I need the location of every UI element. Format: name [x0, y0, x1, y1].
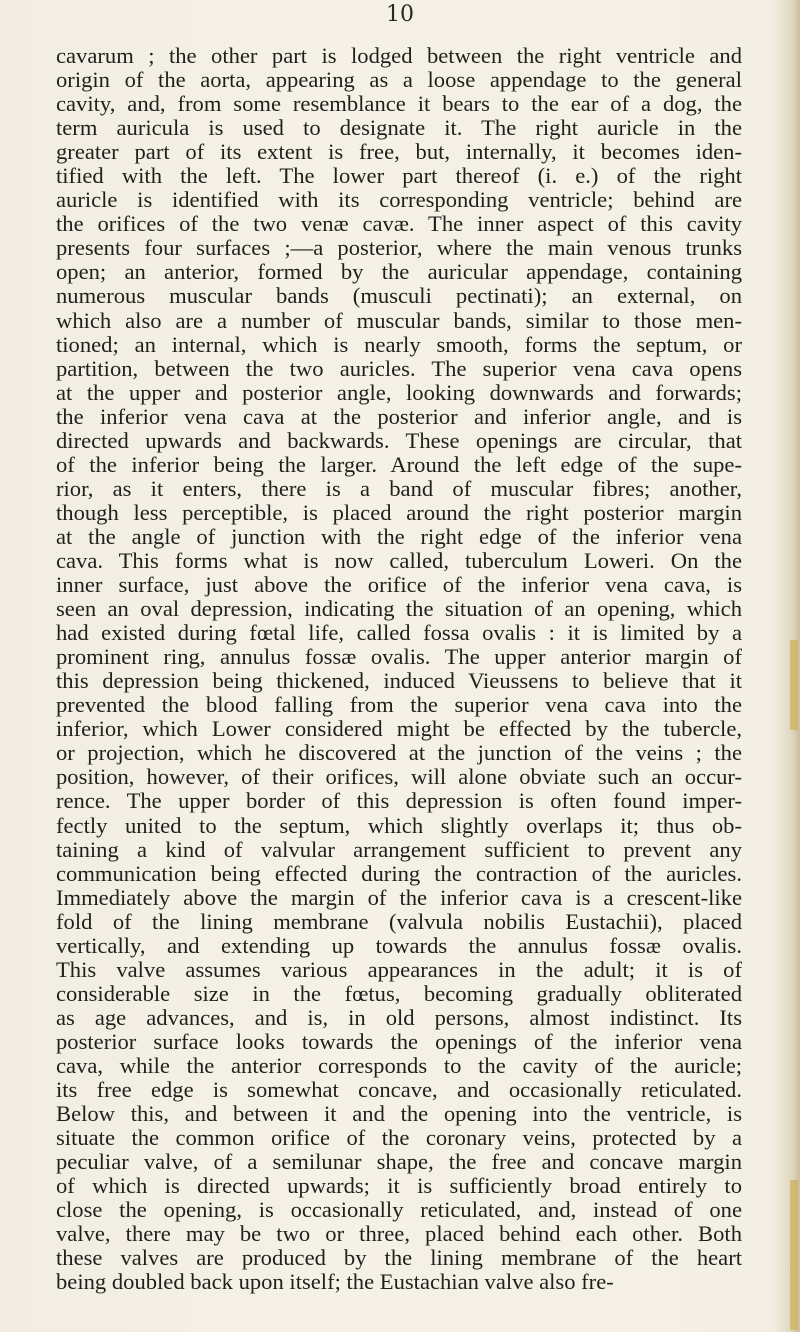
text-line: origin of the aorta, appearing as a loose appendage to the general — [56, 68, 742, 93]
text-line: rence. The upper border of this depression is often found imper- — [56, 789, 742, 814]
text-line: which also are a number of muscular bands, similar to those men- — [56, 308, 742, 333]
text-line: these valves are produced by the lining membrane of the heart — [56, 1246, 742, 1271]
text-line: cava. This forms what is now called, tuberculum Loweri. On the — [56, 548, 742, 573]
text-line: This valve assumes various appearances in the adult; it is of — [56, 957, 742, 982]
text-line: Below this, and between it and the opening into the ventricle, is — [56, 1102, 742, 1127]
text-line: partition, between the two auricles. The superior vena cava opens — [56, 356, 742, 381]
text-line: cavarum ; the other part is lodged between the right ventricle and — [56, 44, 742, 68]
text-line: had existed during fœtal life, called fossa ovalis : it is limited by a — [56, 621, 742, 646]
text-line: presents four surfaces ;—a posterior, where the main venous trunks — [56, 236, 742, 261]
text-line: as age advances, and is, in old persons, almost indistinct. Its — [56, 1005, 742, 1030]
page-number: 10 — [386, 2, 414, 27]
text-line: its free edge is somewhat concave, and occasionally reticulated. — [56, 1078, 742, 1103]
text-line: cavity, and, from some resemblance it bears to the ear of a dog, the — [56, 92, 742, 117]
text-line: though less perceptible, is placed around the right posterior margin — [56, 500, 742, 525]
text-line: close the opening, is occasionally reticulated, and, instead of one — [56, 1198, 742, 1223]
text-line: the inferior vena cava at the posterior and inferior angle, and is — [56, 404, 742, 429]
text-line: auricle is identified with its corresponding ventricle; behind are — [56, 188, 742, 213]
text-line: of which is directed upwards; it is sufficiently broad entirely to — [56, 1174, 742, 1199]
text-line: fectly united to the septum, which slightly overlaps it; thus ob- — [56, 813, 742, 838]
text-line: cava, while the anterior corresponds to the cavity of the auricle; — [56, 1053, 742, 1078]
text-line: tioned; an internal, which is nearly smooth, forms the septum, or — [56, 332, 742, 357]
text-line: inner surface, just above the orifice of the inferior vena cava, is — [56, 573, 742, 598]
text-line: open; an anterior, formed by the auricular appendage, containing — [56, 260, 742, 285]
text-line: numerous muscular bands (musculi pectinati); an external, on — [56, 284, 742, 309]
page-edge-stain — [790, 640, 798, 730]
text-line: being doubled back upon itself; the Eustachian valve also fre- — [56, 1270, 614, 1295]
text-line: seen an oval depression, indicating the situation of an opening, which — [56, 597, 742, 622]
text-line: peculiar valve, of a semilunar shape, the free and concave margin — [56, 1150, 742, 1175]
text-line: this depression being thickened, induced Vieussens to believe that it — [56, 669, 742, 694]
text-line: situate the common orifice of the coronary veins, protected by a — [56, 1126, 742, 1151]
text-line: the orifices of the two venæ cavæ. The inner aspect of this cavity — [56, 212, 742, 237]
page-edge-stain — [790, 1180, 798, 1330]
text-line: rior, as it enters, there is a band of muscular fibres; another, — [56, 476, 742, 501]
text-line: or projection, which he discovered at the junction of the veins ; the — [56, 741, 742, 766]
text-line: greater part of its extent is free, but, internally, it becomes iden- — [56, 140, 742, 165]
text-line: directed upwards and backwards. These openings are circular, that — [56, 428, 742, 453]
text-line: inferior, which Lower considered might be effected by the tubercle, — [56, 717, 742, 742]
text-line: vertically, and extending up towards the annulus fossæ ovalis. — [56, 933, 742, 958]
text-line: taining a kind of valvular arrangement sufficient to prevent any — [56, 837, 742, 862]
text-line: communication being effected during the contraction of the auricles. — [56, 861, 742, 886]
text-line: prominent ring, annulus fossæ ovalis. The upper anterior margin of — [56, 645, 742, 670]
text-line: of the inferior being the larger. Around the left edge of the supe- — [56, 452, 742, 477]
text-line: valve, there may be two or three, placed behind each other. Both — [56, 1222, 742, 1247]
text-line: term auricula is used to designate it. The right auricle in the — [56, 116, 742, 141]
text-line: posterior surface looks towards the openings of the inferior vena — [56, 1029, 742, 1054]
text-line: tified with the left. The lower part thereof (i. e.) of the right — [56, 164, 742, 189]
text-line: fold of the lining membrane (valvula nobilis Eustachii), placed — [56, 909, 742, 934]
text-line: considerable size in the fœtus, becoming gradually obliterated — [56, 981, 742, 1006]
text-line: prevented the blood falling from the superior vena cava into the — [56, 693, 742, 718]
text-line: at the upper and posterior angle, looking downwards and forwards; — [56, 380, 742, 405]
text-line: at the angle of junction with the right edge of the inferior vena — [56, 524, 742, 549]
text-line: position, however, of their orifices, will alone obviate such an occur- — [56, 765, 742, 790]
body-text — [56, 44, 742, 1294]
text-line: Immediately above the margin of the inferior cava is a crescent-like — [56, 885, 742, 910]
